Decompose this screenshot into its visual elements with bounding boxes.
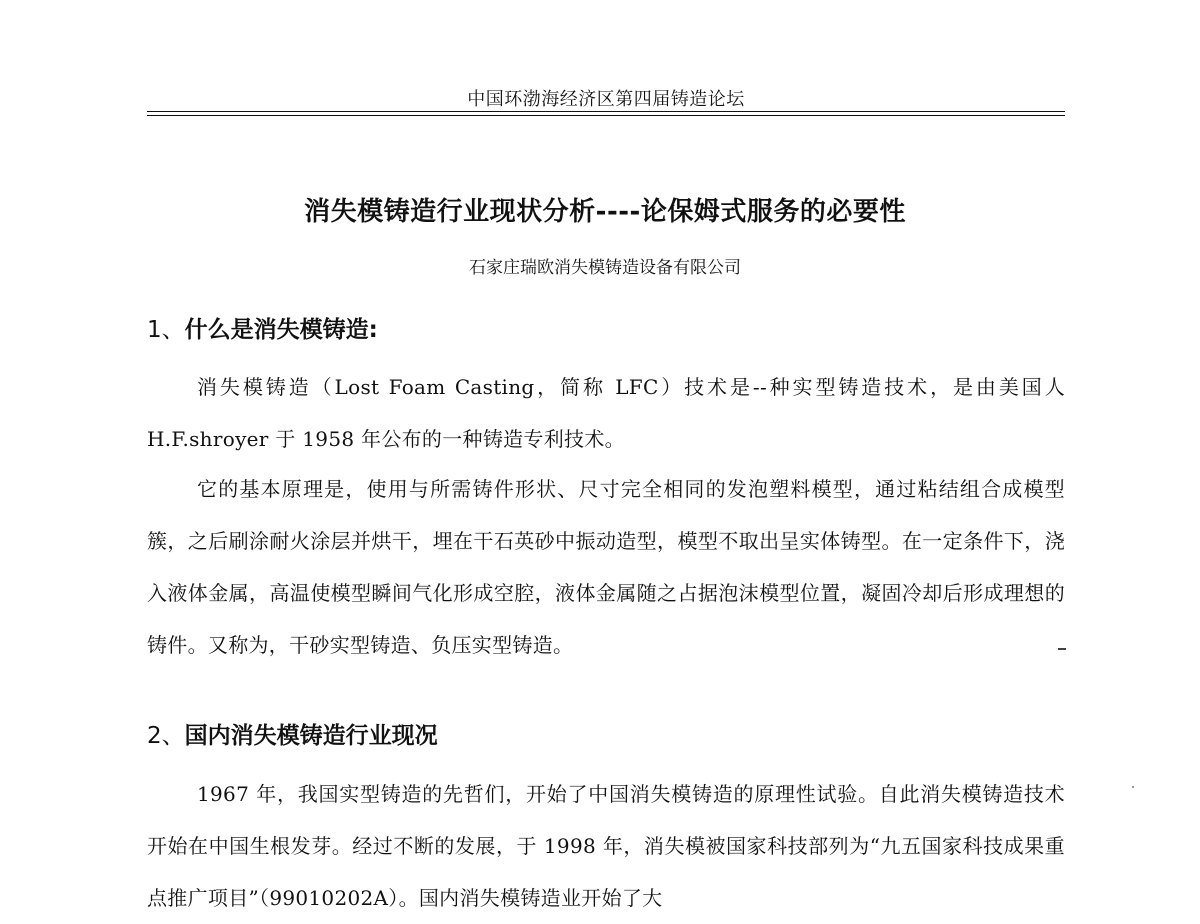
scan-artifact-dot xyxy=(1132,786,1134,788)
section-title: 国内消失模铸造行业现况 xyxy=(184,723,438,749)
section-title: 什么是消失模铸造: xyxy=(184,317,378,343)
running-header: 中国环渤海经济区第四届铸造论坛 xyxy=(467,89,745,110)
section-number: 1、 xyxy=(147,317,185,343)
paragraph-lfc-definition: 消失模铸造（Lost Foam Casting，简称 LFC）技术是--种实型铸造技术，是由美国人 H.F.shroyer 于 1958 年公布的一种铸造专利技术。 xyxy=(147,375,1065,451)
header-rule-bottom xyxy=(147,115,1065,116)
section-heading-1 xyxy=(147,313,378,347)
section-number: 2、 xyxy=(147,723,185,749)
scan-artifact-mark xyxy=(1058,648,1066,650)
header-rule-top xyxy=(147,111,1065,112)
section-heading-2 xyxy=(147,719,438,753)
paragraph-domestic-history: 1967 年，我国实型铸造的先哲们，开始了中国消失模铸造的原理性试验。自此消失模铸造技术开始在中国生根发芽。经过不断的发展，于 1998 年，消失模被国家科技部列为“九五国家科技成果重点推广项目”（99010202A）。国内消失模铸造业开始了大 xyxy=(147,782,1065,910)
paragraph-basic-principle: 它的基本原理是，使用与所需铸件形状、尺寸完全相同的发泡塑料模型，通过粘结组合成模型簇，之后刷涂耐火涂层并烘干，埋在干石英砂中振动造型，模型不取出呈实体铸型。在一定条件下，浇入液体金属，高温使模型瞬间气化形成空腔，液体金属随之占据泡沫模型位置，凝固冷却后形成理想的铸件。又称为，干砂实型铸造、负压实型铸造。 xyxy=(147,477,1065,657)
article-title: 消失模铸造行业现状分析----论保姆式服务的必要性 xyxy=(304,197,906,227)
author-organization: 石家庄瑞欧消失模铸造设备有限公司 xyxy=(469,258,741,278)
